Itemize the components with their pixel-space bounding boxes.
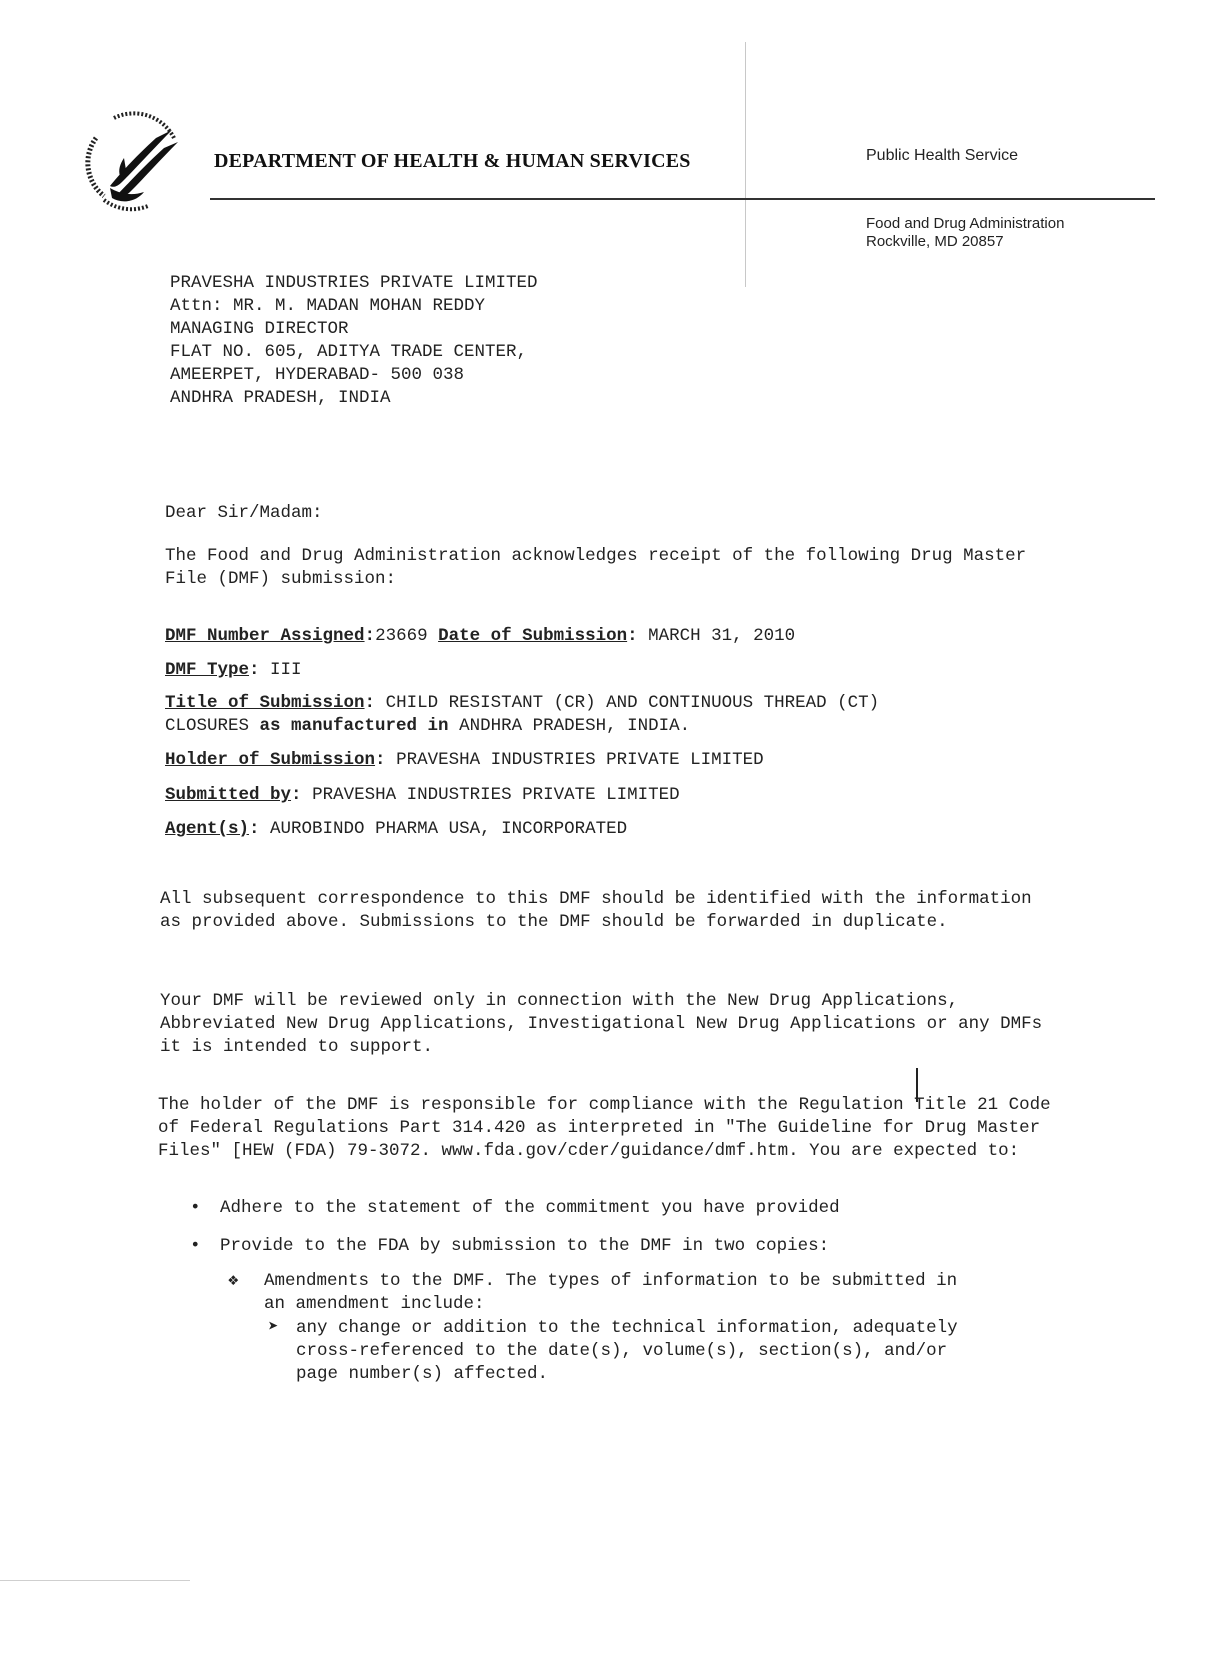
address-line: FLAT NO. 605, ADITYA TRADE CENTER, xyxy=(170,342,528,362)
fda-city: Rockville, MD 20857 xyxy=(866,233,1004,250)
submitted-by-row: Submitted by: PRAVESHA INDUSTRIES PRIVATE LIMITED xyxy=(165,785,680,805)
list-item-text: Provide to the FDA by submission to the DMF in two copies: xyxy=(220,1236,830,1256)
title-row: Title of Submission: CHILD RESISTANT (CR) AND CONTINUOUS THREAD (CT) CLOSURES as manufactured in ANDHRA PRADESH, INDIA. xyxy=(165,693,880,736)
list-item xyxy=(190,1197,840,1220)
hhs-seal-logo-icon xyxy=(74,108,182,216)
date-label: Date of Submission xyxy=(438,626,628,646)
salutation: Dear Sir/Madam: xyxy=(165,503,323,523)
department-title: DEPARTMENT OF HEALTH & HUMAN SERVICES xyxy=(214,150,691,172)
holder-row: Holder of Submission: PRAVESHA INDUSTRIES PRIVATE LIMITED xyxy=(165,750,764,770)
fda-address-block xyxy=(866,215,1064,251)
review-paragraph: Your DMF will be reviewed only in connection with the New Drug Applications, Abbreviated New Drug Applications, Investigational New Drug Applications or any DMFs it is intended to support. xyxy=(160,991,1043,1057)
sub-sub-list-item-text: any change or addition to the technical information, adequately cross-referenced to the date(s), volume(s), section(s), and/or page number(s) affected. xyxy=(296,1318,958,1384)
compliance-paragraph: The holder of the DMF is responsible for compliance with the Regulation Title 21 Code of Federal Regulations Part 314.420 as interpreted in "The Guideline for Drug Master Files" [HEW (FDA) 79-3072. www.fda.gov/cder/guidance/dmf.htm. You are expected to: xyxy=(158,1095,1051,1161)
dmf-number-value: 23669 xyxy=(375,626,428,646)
recipient-address xyxy=(170,272,538,410)
correspondence-paragraph: All subsequent correspondence to this DMF should be identified with the information as provided above. Submissions to the DMF should be forwarded in duplicate. xyxy=(160,889,1032,932)
sub-sub-list-item xyxy=(268,1317,996,1386)
dmf-number-row: DMF Number Assigned:23669 Date of Submission: MARCH 31, 2010 xyxy=(165,626,796,646)
date-value: MARCH 31, 2010 xyxy=(648,626,796,646)
submitted-by-value: PRAVESHA INDUSTRIES PRIVATE LIMITED xyxy=(312,785,680,805)
title-value-line1: CHILD RESISTANT (CR) AND CONTINUOUS THREAD (CT) xyxy=(385,693,880,713)
intro-paragraph: The Food and Drug Administration acknowledges receipt of the following Drug Master File (DMF) submission: xyxy=(165,546,1027,589)
list-item-text: Adhere to the statement of the commitment you have provided xyxy=(220,1198,840,1218)
agent-value: AUROBINDO PHARMA USA, INCORPORATED xyxy=(270,819,628,839)
dmf-number-label: DMF Number Assigned xyxy=(165,626,365,646)
title-value-manufactured: as manufactured in xyxy=(259,716,449,736)
address-line: PRAVESHA INDUSTRIES PRIVATE LIMITED xyxy=(170,273,538,293)
dmf-type-row: DMF Type: III xyxy=(165,660,302,680)
agent-row: Agent(s): AUROBINDO PHARMA USA, INCORPORATED xyxy=(165,819,628,839)
address-line: ANDHRA PRADESH, INDIA xyxy=(170,388,391,408)
sub-list-item xyxy=(228,1270,964,1316)
arrow-right-icon: ➤ xyxy=(268,1318,279,1338)
sub-list-item-text: Amendments to the DMF. The types of information to be submitted in an amendment include: xyxy=(264,1271,958,1314)
agent-label: Agent(s) xyxy=(165,819,250,839)
header-vertical-divider xyxy=(745,42,746,287)
header-horizontal-rule xyxy=(210,198,1155,200)
title-value-location: ANDHRA PRADESH, INDIA. xyxy=(459,716,691,736)
title-label: Title of Submission xyxy=(165,693,365,713)
address-line: MANAGING DIRECTOR xyxy=(170,319,349,339)
diamond-dots-icon: ❖ xyxy=(228,1271,239,1291)
bullet-dot-icon: • xyxy=(190,1198,201,1218)
fda-name: Food and Drug Administration xyxy=(866,215,1065,232)
submitted-by-label: Submitted by xyxy=(165,785,292,805)
holder-label: Holder of Submission xyxy=(165,750,376,770)
dmf-type-value: III xyxy=(270,660,302,680)
public-health-service-label: Public Health Service xyxy=(866,147,1019,164)
address-line: AMEERPET, HYDERABAD- 500 038 xyxy=(170,365,465,385)
title-value-closures: CLOSURES xyxy=(165,716,250,736)
dmf-type-label: DMF Type xyxy=(165,660,250,680)
holder-value: PRAVESHA INDUSTRIES PRIVATE LIMITED xyxy=(396,750,764,770)
address-line: Attn: MR. M. MADAN MOHAN REDDY xyxy=(170,296,486,316)
footer-scan-line xyxy=(0,1580,190,1581)
bullet-dot-icon: • xyxy=(190,1236,201,1256)
list-item xyxy=(190,1235,829,1258)
